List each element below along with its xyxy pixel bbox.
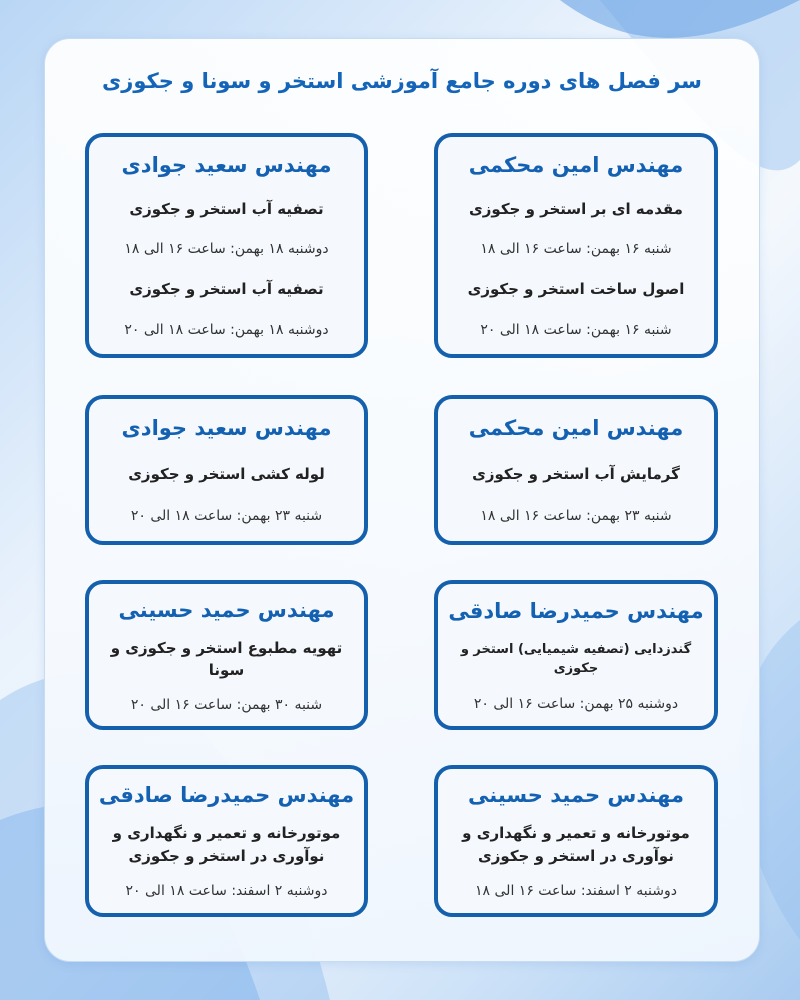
session-topic: گرمایش آب استخر و جکوزی: [472, 464, 680, 483]
session-topic: تهویه مطبوع استخر و جکوزی و سونا: [110, 638, 343, 679]
course-card: [434, 580, 718, 730]
page-title: سر فصل های دوره جامع آموزشی استخر و سونا و جکوزی: [102, 69, 702, 93]
session-time: دوشنبه ۲۵ بهمن: ساعت ۱۶ الی ۲۰: [473, 695, 679, 712]
session-time: دوشنبه ۱۸ بهمن: ساعت ۱۶ الی ۱۸: [124, 241, 329, 258]
session-time: شنبه ۳۰ بهمن: ساعت ۱۶ الی ۲۰: [130, 696, 323, 713]
course-card: [85, 133, 368, 358]
instructor-name: مهندس حمید حسینی: [118, 597, 335, 622]
instructor-name: مهندس حمید حسینی: [468, 782, 684, 807]
instructor-name: مهندس حمیدرضا صادقی: [448, 598, 704, 623]
session-topic: تصفیه آب استخر و جکوزی: [129, 200, 324, 219]
session-time: دوشنبه ۲ اسفند: ساعت ۱۶ الی ۱۸: [475, 883, 677, 900]
course-card: [85, 765, 368, 917]
course-card: [434, 765, 718, 917]
session-topic: تصفیه آب استخر و جکوزی: [129, 280, 324, 299]
session-topic: اصول ساخت استخر و جکوزی: [467, 280, 685, 299]
session-time: شنبه ۲۳ بهمن: ساعت ۱۶ الی ۱۸: [480, 507, 672, 524]
course-card: [434, 395, 718, 545]
session-topic: لوله کشی استخر و جکوزی: [128, 464, 325, 483]
session-time: شنبه ۱۶ بهمن: ساعت ۱۸ الی ۲۰: [480, 321, 672, 338]
instructor-name: مهندس سعید جوادی: [121, 416, 332, 441]
session-time: دوشنبه ۲ اسفند: ساعت ۱۸ الی ۲۰: [125, 883, 328, 900]
session-topic: مقدمه ای بر استخر و جکوزی: [469, 200, 683, 219]
session-time: شنبه ۲۳ بهمن: ساعت ۱۸ الی ۲۰: [130, 507, 323, 524]
session-topic: موتورخانه و تعمیر و نگهداری و نوآوری در استخر و جکوزی: [462, 824, 690, 865]
session-time: شنبه ۱۶ بهمن: ساعت ۱۶ الی ۱۸: [480, 241, 672, 258]
instructor-name: مهندس امین محکمی: [468, 416, 684, 441]
instructor-name: مهندس سعید جوادی: [121, 153, 332, 178]
session-time: دوشنبه ۱۸ بهمن: ساعت ۱۸ الی ۲۰: [124, 321, 329, 338]
session-topic: گندزدایی (تصفیه شیمیایی) استخر و جکوزی: [460, 641, 692, 676]
session-topic: موتورخانه و تعمیر و نگهداری و نوآوری در استخر و جکوزی: [112, 824, 341, 865]
course-card: [85, 580, 368, 730]
course-card: [434, 133, 718, 358]
instructor-name: مهندس امین محکمی: [468, 153, 684, 178]
instructor-name: مهندس حمیدرضا صادقی: [98, 782, 355, 807]
course-card: [85, 395, 368, 545]
